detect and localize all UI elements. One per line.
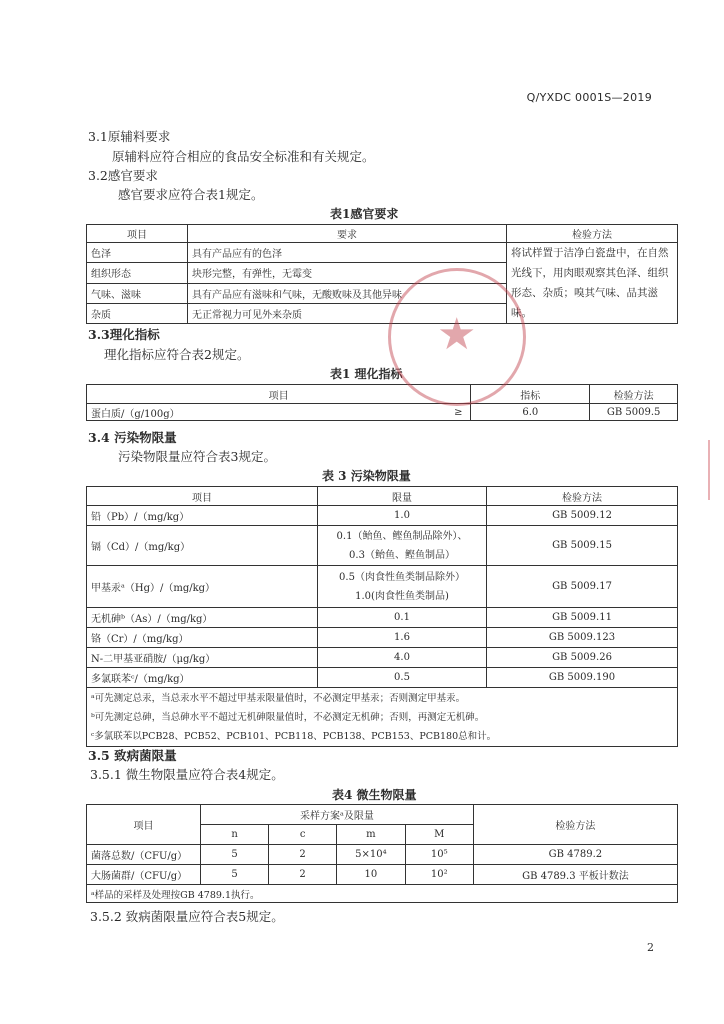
- table1-row-item: 气味、滋味: [87, 283, 188, 303]
- section-3-5-1-body: 3.5.1 微生物限量应符合表4规定。: [90, 767, 284, 782]
- table4-header-item: 项目: [87, 805, 201, 845]
- table-sensory: [86, 224, 678, 324]
- table3-row-item: 铅（Pb）/（mg/kg）: [87, 506, 318, 526]
- page-number: 2: [647, 941, 654, 954]
- table4-row-method: GB 4789.3 平板计数法: [473, 865, 677, 885]
- table3-row-item: 甲基汞ᵃ（Hg）/（mg/kg）: [87, 566, 318, 608]
- section-3-2-title: 3.2感官要求: [88, 168, 158, 183]
- table3-header-limit: 限量: [318, 487, 487, 506]
- table1-row-requirement: 无正常视力可见外来杂质: [188, 303, 507, 323]
- section-3-3-body: 理化指标应符合表2规定。: [104, 347, 250, 362]
- table3-row-item: 铬（Cr）/（mg/kg）: [87, 628, 318, 648]
- table4-row-n: 5: [201, 865, 269, 885]
- table3-row-method: GB 5009.12: [487, 506, 678, 526]
- table3-row-limit: 1.0: [318, 506, 487, 526]
- table4-sub-c: c: [269, 825, 337, 845]
- table2-operator: ≥: [446, 404, 471, 421]
- section-3-4-body: 污染物限量应符合表3规定。: [118, 449, 276, 464]
- table-contaminants: [86, 486, 678, 747]
- table1-row-item: 色泽: [87, 243, 188, 263]
- table3-caption: 表 3 污染物限量: [322, 469, 411, 483]
- table3-row-limit: 1.6: [318, 628, 487, 648]
- table3-row-limit: 0.1: [318, 608, 487, 628]
- table2-value: 6.0: [471, 404, 590, 421]
- table3-row-item: 镉（Cd）/（mg/kg）: [87, 526, 318, 566]
- table3-note-c: ᶜ多氯联苯以PCB28、PCB52、PCB101、PCB118、PCB138、PCB153、PCB180总和计。: [91, 730, 497, 742]
- table4-row-c: 2: [269, 865, 337, 885]
- section-3-3-title: 3.3理化指标: [88, 327, 160, 342]
- star-icon: ★: [437, 309, 477, 360]
- table1-method: 将试样置于洁净白瓷盘中，在自然光线下，用肉眼观察其色泽、组织形态、杂质；嗅其气味、品其滋味。: [507, 243, 678, 324]
- table4-row-m: 10: [337, 865, 405, 885]
- table4-sub-M: M: [405, 825, 473, 845]
- table4-row-item: 菌落总数/（CFU/g）: [87, 845, 201, 865]
- table3-row-method: GB 5009.123: [487, 628, 678, 648]
- table4-note: ᵃ样品的采样及处理按GB 4789.1执行。: [87, 885, 678, 903]
- table3-row-item: N-二甲基亚硝胺/（μg/kg）: [87, 648, 318, 668]
- table4-row-m: 5×10⁴: [337, 845, 405, 865]
- table3-header-item: 项目: [87, 487, 318, 506]
- table3-row-method: GB 5009.26: [487, 648, 678, 668]
- section-3-1-title: 3.1原辅料要求: [88, 129, 171, 144]
- section-3-4-title: 3.4 污染物限量: [88, 430, 177, 445]
- limit-line-2: 1.0(肉食性鱼类制品): [355, 590, 449, 602]
- table3-row-limit: [318, 566, 487, 608]
- table4-row-c: 2: [269, 845, 337, 865]
- table3-row-limit: 0.5: [318, 668, 487, 688]
- table3-row-limit: 4.0: [318, 648, 487, 668]
- table-microbial: [86, 804, 678, 903]
- table3-header-method: 检验方法: [487, 487, 678, 506]
- table3-row-method: GB 5009.17: [487, 566, 678, 608]
- table4-row-item: 大肠菌群/（CFU/g）: [87, 865, 201, 885]
- table1-header-requirement: 要求: [188, 225, 507, 243]
- table4-sub-n: n: [201, 825, 269, 845]
- table4-header-method: 检验方法: [473, 805, 677, 845]
- table4-header-plan: 采样方案ᵃ及限量: [201, 805, 474, 825]
- company-seal-stamp: [388, 268, 526, 406]
- table3-row-item: 多氯联苯ᶜ/（mg/kg）: [87, 668, 318, 688]
- limit-line-1: 0.5（肉食性鱼类制品除外）: [339, 571, 465, 583]
- limit-line-2: 0.3（鲐鱼、鲣鱼制品）: [349, 549, 455, 561]
- table1-row-item: 组织形态: [87, 263, 188, 283]
- table2-caption: 表1 理化指标: [330, 367, 403, 381]
- table4-row-method: GB 4789.2: [473, 845, 677, 865]
- table1-caption: 表1感官要求: [330, 207, 399, 221]
- table3-note-a: ᵃ可先测定总汞，当总汞水平不超过甲基汞限量值时，不必测定甲基汞；否则测定甲基汞。: [91, 692, 466, 704]
- table3-notes: [87, 688, 678, 747]
- table4-row-n: 5: [201, 845, 269, 865]
- table1-row-requirement: 块形完整，有弹性，无霉变: [188, 263, 507, 283]
- table3-row-method: GB 5009.15: [487, 526, 678, 566]
- section-3-5-2-body: 3.5.2 致病菌限量应符合表5规定。: [90, 909, 284, 924]
- edge-stamp-mark: [708, 440, 724, 500]
- table3-row-method: GB 5009.11: [487, 608, 678, 628]
- table2-item-protein: 蛋白质/（g/100g）: [87, 404, 447, 421]
- table3-note-b: ᵇ可先测定总砷，当总砷水平不超过无机砷限量值时，不必测定无机砷；否则，再测定无机砷。: [91, 711, 485, 723]
- table2-header-method: 检验方法: [590, 385, 678, 404]
- document-code: Q/YXDC 0001S—2019: [526, 91, 652, 104]
- table4-row-M: 10⁵: [405, 845, 473, 865]
- section-3-1-body: 原辅料应符合相应的食品安全标准和有关规定。: [112, 149, 375, 164]
- section-3-5-title: 3.5 致病菌限量: [88, 748, 177, 763]
- table4-caption: 表4 微生物限量: [332, 788, 417, 802]
- table2-header-item: 项目: [87, 385, 471, 404]
- table1-header-method: 检验方法: [507, 225, 678, 243]
- table2-header-indicator: 指标: [471, 385, 590, 404]
- table2-method: GB 5009.5: [590, 404, 678, 421]
- table1-row-item: 杂质: [87, 303, 188, 323]
- table4-row-M: 10²: [405, 865, 473, 885]
- table-physicochemical: [86, 384, 678, 421]
- section-3-2-body: 感官要求应符合表1规定。: [118, 187, 264, 202]
- table3-row-method: GB 5009.190: [487, 668, 678, 688]
- table4-sub-m: m: [337, 825, 405, 845]
- limit-line-1: 0.1（鲐鱼、鲣鱼制品除外）、: [336, 530, 468, 542]
- table3-row-limit: [318, 526, 487, 566]
- table1-header-item: 项目: [87, 225, 188, 243]
- table1-row-requirement: 具有产品应有的色泽: [188, 243, 507, 263]
- table1-row-requirement: 具有产品应有滋味和气味，无酸败味及其他异味: [188, 283, 507, 303]
- table3-row-item: 无机砷ᵇ（As）/（mg/kg）: [87, 608, 318, 628]
